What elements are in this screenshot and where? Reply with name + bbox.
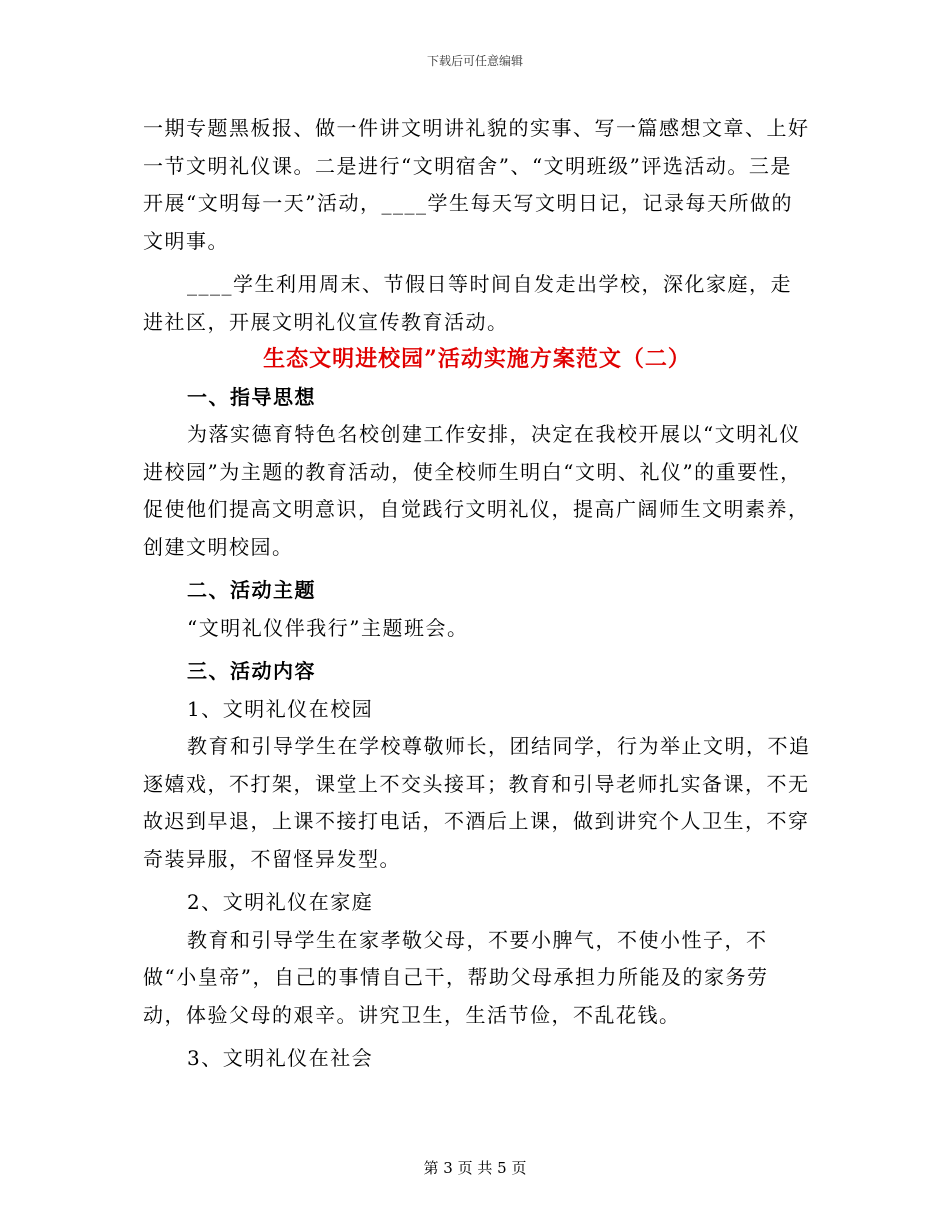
paragraph: ____学生利用周末、节假日等时间自发走出学校，深化家庭，走进社区，开展文明礼仪宣传教育活动。 — [143, 272, 792, 334]
subheading: 2、文明礼仪在家庭 — [187, 890, 374, 914]
subheading: 1、文明礼仪在校园 — [187, 696, 374, 721]
heading-activity-theme: 二、活动主题 — [187, 578, 316, 602]
heading-activity-content: 三、活动内容 — [187, 659, 316, 683]
page-header: 下载后可任意编辑 — [426, 54, 523, 68]
paragraph: 教育和引导学生在家孝敬父母，不要小脾气，不使小性子，不做“小皇帝”，自己的事情自己干，帮助父母承担力所能及的家务劳动，体验父母的艰辛。讲究卫生，生活节俭，不乱花钱。 — [143, 927, 769, 1027]
section-title: 生态文明进校园”活动实施方案范文（二） — [263, 346, 691, 372]
paragraph: 为落实德育特色名校创建工作安排，决定在我校开展以“文明礼仪进校园”为主题的教育活动，使全校师生明白“文明、礼仪”的重要性，促使他们提高文明意识，自觉践行文明礼仪，提高广阔师生文明素养，创建文明校园。 — [143, 422, 810, 559]
subheading: 3、文明礼仪在社会 — [187, 1046, 374, 1070]
page-footer: 第 3 页 共 5 页 — [423, 1159, 527, 1177]
paragraph: 教育和引导学生在学校尊敬师长，团结同学，行为举止文明，不追逐嬉戏，不打架，课堂上不交头接耳；教育和引导老师扎实备课，不无故迟到早退，上课不接打电话，不酒后上课，做到讲究个人卫生，不穿奇装异服，不留怪异发型。 — [143, 734, 811, 871]
heading-guiding-ideology: 一、指导思想 — [187, 384, 316, 409]
paragraph: 一期专题黑板报、做一件讲文明讲礼貌的实事、写一篇感想文章、上好一节文明礼仪课。二是进行“文明宿舍”、“文明班级”评选活动。三是开展“文明每一天”活动，____学生每天写文明日记，记录每天所做的文明事。 — [143, 116, 810, 253]
document-body — [143, 110, 811, 1078]
paragraph: “文明礼仪伴我行”主题班会。 — [187, 615, 469, 640]
